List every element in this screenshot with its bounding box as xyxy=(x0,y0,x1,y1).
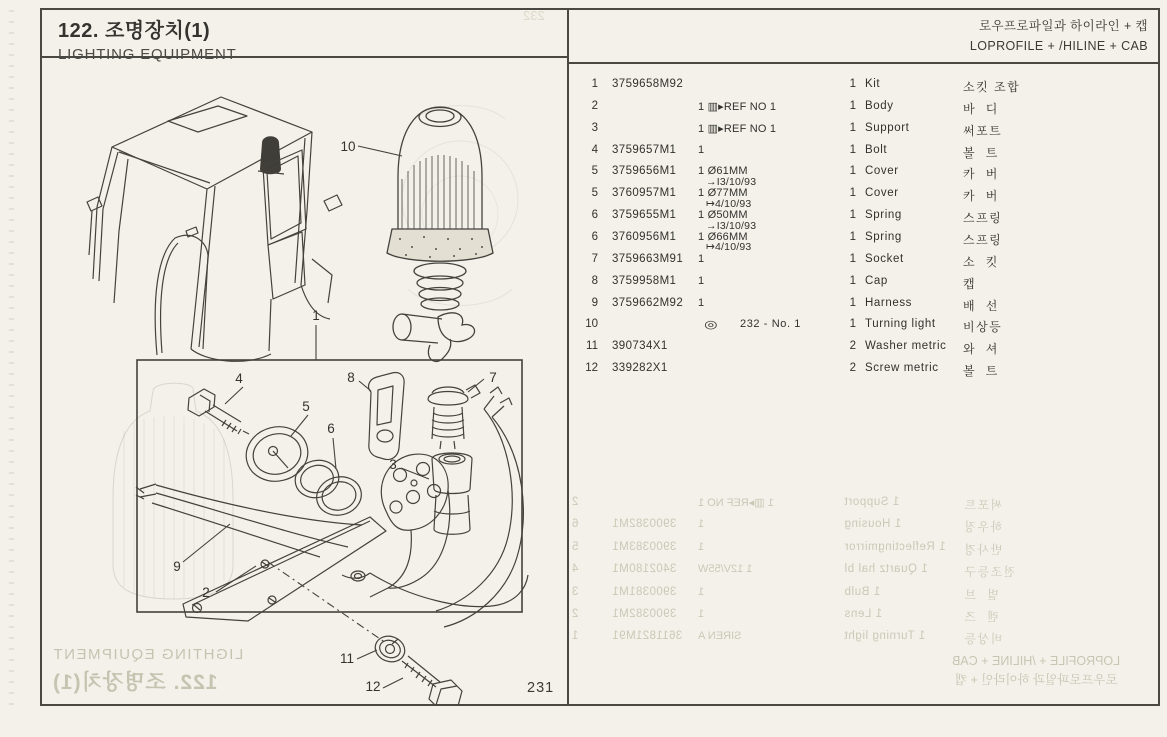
ghost-note: 1 ▥▸REF NO 1 xyxy=(698,497,774,509)
callout-5: 5 xyxy=(302,399,310,414)
callout-7: 7 xyxy=(489,370,497,385)
cell-description: Cap xyxy=(865,274,888,287)
cell-note: 1 Ø61MM xyxy=(698,165,748,178)
ghost-description: 1 Housing xyxy=(844,518,902,531)
table-row xyxy=(568,297,1160,319)
cell-ref-no: 10 xyxy=(585,318,598,331)
cell-part-number: 390734X1 xyxy=(612,340,668,353)
part-support-3 xyxy=(432,453,472,534)
cell-ref-no: 6 xyxy=(591,209,598,222)
ghost-footer-left-ko: 122. 조명장치(1) xyxy=(52,671,218,694)
table-row xyxy=(568,340,1160,362)
callout-2: 2 xyxy=(202,585,210,600)
cell-ref-no: 1 xyxy=(591,78,598,90)
part-socket-7 xyxy=(428,385,523,627)
ghost-ref: 6 xyxy=(572,518,579,531)
ghost-table-row xyxy=(568,630,1160,652)
cell-note: 1 xyxy=(698,143,705,156)
cell-part-number: 3759657M1 xyxy=(612,143,677,156)
ghost-footer-right-en: LOPROFILE + /HILINE + CAB xyxy=(951,654,1121,668)
model-header-english: LOPROFILE + /HILINE + CAB xyxy=(969,38,1148,53)
cell-note: 1 Ø66MM xyxy=(698,230,748,243)
ghost-note: 1 12V/55W xyxy=(698,563,753,576)
ghost-description: 1 Reflectingmirror xyxy=(844,540,946,553)
cell-qty: 2 xyxy=(849,362,856,375)
cell-note: 1 xyxy=(698,274,705,287)
ghost-table-row xyxy=(568,586,1160,608)
callout-12: 12 xyxy=(365,679,381,694)
ghost-back-page-number: 232 xyxy=(523,8,545,23)
callout-10: 10 xyxy=(340,139,356,154)
table-row xyxy=(568,122,1160,144)
cell-description-korean: 바 디 xyxy=(963,101,999,116)
cell-ref-no: 8 xyxy=(591,274,598,287)
cell-note: 1 Ø50MM xyxy=(698,209,748,222)
cell-description: Screw metric xyxy=(865,362,939,375)
see-page-eye-icon: ◎ xyxy=(704,319,718,332)
ghost-korean: 전조등구 xyxy=(963,565,1016,580)
cell-description-korean: 카 버 xyxy=(963,167,999,182)
cell-note: 1 xyxy=(698,252,705,265)
ghost-ref: 2 xyxy=(572,496,579,508)
table-row xyxy=(568,187,1160,209)
cell-ref-no: 5 xyxy=(591,187,598,200)
callout-6: 6 xyxy=(327,421,335,436)
table-row xyxy=(568,78,1160,100)
cell-description-korean: 볼 트 xyxy=(963,145,999,160)
cell-description: Socket xyxy=(865,252,904,265)
cell-part-number: 3760957M1 xyxy=(612,187,677,200)
ghost-korean: 반사경 xyxy=(963,542,1003,557)
ghost-footer-right xyxy=(920,652,1152,690)
table-row xyxy=(568,362,1160,384)
page-title xyxy=(58,14,237,63)
table-row xyxy=(568,209,1160,231)
cell-description: Spring xyxy=(865,209,902,222)
cell-ref-no: 4 xyxy=(591,143,598,156)
cell-qty: 2 xyxy=(849,340,856,353)
part-cap-8 xyxy=(369,373,405,460)
callout-9: 9 xyxy=(173,559,181,574)
ghost-description: 1 Lens xyxy=(844,608,883,620)
cell-ref-no: 2 xyxy=(591,99,598,112)
cell-part-number: 3759656M1 xyxy=(612,165,677,178)
table-row xyxy=(568,165,1160,187)
cell-description: Spring xyxy=(865,230,902,243)
ghost-part: 3900382M1 xyxy=(612,518,677,531)
ghost-description: 1 Quartz hal bl xyxy=(844,563,928,576)
cell-note-date: →I3/10/93 xyxy=(706,219,757,232)
cell-part-number: 3759658M92 xyxy=(612,78,684,90)
cell-qty: 1 xyxy=(849,296,856,309)
cell-note: 1 xyxy=(698,296,705,309)
section-title-korean: 122. 조명장치(1) xyxy=(58,20,211,42)
cell-part-number: 3759663M91 xyxy=(612,252,684,265)
beacon-drawing xyxy=(387,107,493,361)
ghost-table-row xyxy=(568,608,1160,630)
part-cover-5 xyxy=(240,420,313,487)
ghost-ref: 3 xyxy=(572,585,579,598)
cell-note-date: ↦4/10/93 xyxy=(706,197,752,210)
cell-ref-no: 11 xyxy=(586,340,598,353)
page-number: 231 xyxy=(527,680,555,696)
cell-part-number: 3759662M92 xyxy=(612,296,684,309)
cell-description: Cover xyxy=(865,165,899,178)
table-row xyxy=(568,253,1160,275)
cell-part-number: 339282X1 xyxy=(612,362,668,375)
callout-4: 4 xyxy=(235,371,243,386)
cell-qty: 1 xyxy=(849,230,856,243)
cell-description: Bolt xyxy=(865,143,888,156)
cell-qty: 1 xyxy=(849,318,856,331)
callout-leaders xyxy=(183,146,484,688)
ghost-korean: 써포트 xyxy=(963,498,1003,512)
cell-part-number: 3759655M1 xyxy=(612,209,677,222)
ghost-korean: 비상등 xyxy=(963,632,1003,647)
cell-qty: 1 xyxy=(849,143,856,156)
ghost-korean: 하우징 xyxy=(963,520,1003,535)
cell-description: Body xyxy=(865,99,894,112)
ghost-footer-left-en: LIGHTING EQUIPMENT xyxy=(52,646,244,663)
ghost-description: 1 Support xyxy=(844,496,900,508)
diagram-svg xyxy=(40,59,568,705)
cell-qty: 1 xyxy=(849,252,856,265)
cell-description: Harness xyxy=(865,296,913,309)
cell-qty: 1 xyxy=(849,165,856,178)
cell-description-korean: 소 킷 xyxy=(963,254,999,269)
cell-qty: 1 xyxy=(849,187,856,200)
cell-ref-no: 7 xyxy=(591,252,598,265)
ghost-ref: 5 xyxy=(572,540,579,553)
ghost-description: 1 Bulb xyxy=(844,585,881,598)
table-row xyxy=(568,144,1160,166)
cell-qty: 1 xyxy=(849,78,856,90)
scan-speckle xyxy=(9,10,14,710)
part-spring-6 xyxy=(291,456,365,520)
cell-note: 1 ▥▸REF NO 1 xyxy=(698,122,777,135)
table-row xyxy=(568,231,1160,253)
ghost-ref: 2 xyxy=(572,608,579,620)
cell-qty: 1 xyxy=(849,121,856,134)
cell-description-korean: 볼 트 xyxy=(963,364,999,379)
table-row xyxy=(568,100,1160,122)
ghost-note: 1 xyxy=(698,608,705,620)
cell-description-korean: 와 셔 xyxy=(963,342,999,357)
model-header-korean: 로우프로파일과 하이라인 + 캡 xyxy=(978,19,1148,33)
cell-description-korean: 스프링 xyxy=(963,232,1003,247)
callout-8: 8 xyxy=(347,370,355,385)
ghost-part: 3402180M1 xyxy=(612,563,677,576)
cell-description: Washer metric xyxy=(865,340,947,353)
ghost-table-row xyxy=(568,518,1160,540)
cell-see-reference: 232 - No. 1 xyxy=(740,318,802,331)
ghost-part: 3900382M1 xyxy=(612,608,677,620)
table-row xyxy=(568,318,1160,340)
cell-ref-no: 5 xyxy=(591,165,598,178)
part-screw-12 xyxy=(402,656,462,705)
cell-description-korean: 써포트 xyxy=(963,123,1003,138)
ghost-part: 3900383M1 xyxy=(612,540,677,553)
ghost-table-row xyxy=(568,541,1160,563)
callout-11: 11 xyxy=(339,651,355,666)
cell-description: Cover xyxy=(865,187,899,200)
cell-note-date: ↦4/10/93 xyxy=(706,241,752,254)
callout-1: 1 xyxy=(312,308,320,323)
cell-description-korean: 소킷 조합 xyxy=(963,80,1021,94)
cell-description: Kit xyxy=(865,78,881,90)
ghost-note: 1 xyxy=(698,518,705,531)
cell-note: 1 ▥▸REF NO 1 xyxy=(698,100,777,113)
cell-ref-no: 6 xyxy=(591,230,598,243)
ghost-table-row xyxy=(568,496,1160,518)
cell-description-korean: 배 선 xyxy=(963,298,999,313)
cell-description-korean: 비상등 xyxy=(963,320,1003,335)
cell-description: Turning light xyxy=(865,318,936,331)
ghost-note: 1 xyxy=(698,585,705,598)
ghost-footer-right-ko: 로우프로파일과 하이라인 + 캡 xyxy=(954,673,1118,687)
cell-description-korean: 스프링 xyxy=(963,211,1003,226)
cell-qty: 1 xyxy=(849,209,856,222)
cell-ref-no: 3 xyxy=(591,121,598,134)
cell-part-number: 3760956M1 xyxy=(612,230,677,243)
cab-drawing xyxy=(87,97,342,361)
cell-description-korean: 캡 xyxy=(963,276,977,291)
section-title-english: LIGHTING EQUIPMENT xyxy=(58,46,237,63)
cell-ref-no: 12 xyxy=(585,362,598,375)
ghost-description: 1 Turning light xyxy=(844,630,926,643)
ghost-table-row xyxy=(568,563,1160,585)
cell-part-number: 3759958M1 xyxy=(612,274,677,287)
ghost-part: 3611821M91 xyxy=(612,630,683,643)
cell-description-korean: 카 버 xyxy=(963,189,999,204)
cell-note-date: →I3/10/93 xyxy=(706,175,757,188)
ghost-note: SIREN A xyxy=(698,630,742,643)
ghost-korean: 렌 즈 xyxy=(963,610,999,624)
ghost-ref: 4 xyxy=(572,563,579,576)
cell-note: 1 Ø77MM xyxy=(698,187,748,200)
ghost-part: 3900381M1 xyxy=(612,585,677,598)
ghost-korean: 벌 브 xyxy=(963,587,999,602)
cell-description: Support xyxy=(865,121,910,134)
cell-qty: 1 xyxy=(849,99,856,112)
callout-3: 3 xyxy=(389,457,397,472)
ghost-note: 1 xyxy=(698,540,705,553)
table-row xyxy=(568,275,1160,297)
part-bracket-2 xyxy=(183,454,450,621)
cell-ref-no: 9 xyxy=(591,296,598,309)
cell-qty: 1 xyxy=(849,274,856,287)
ghost-ref: 1 xyxy=(572,630,579,643)
